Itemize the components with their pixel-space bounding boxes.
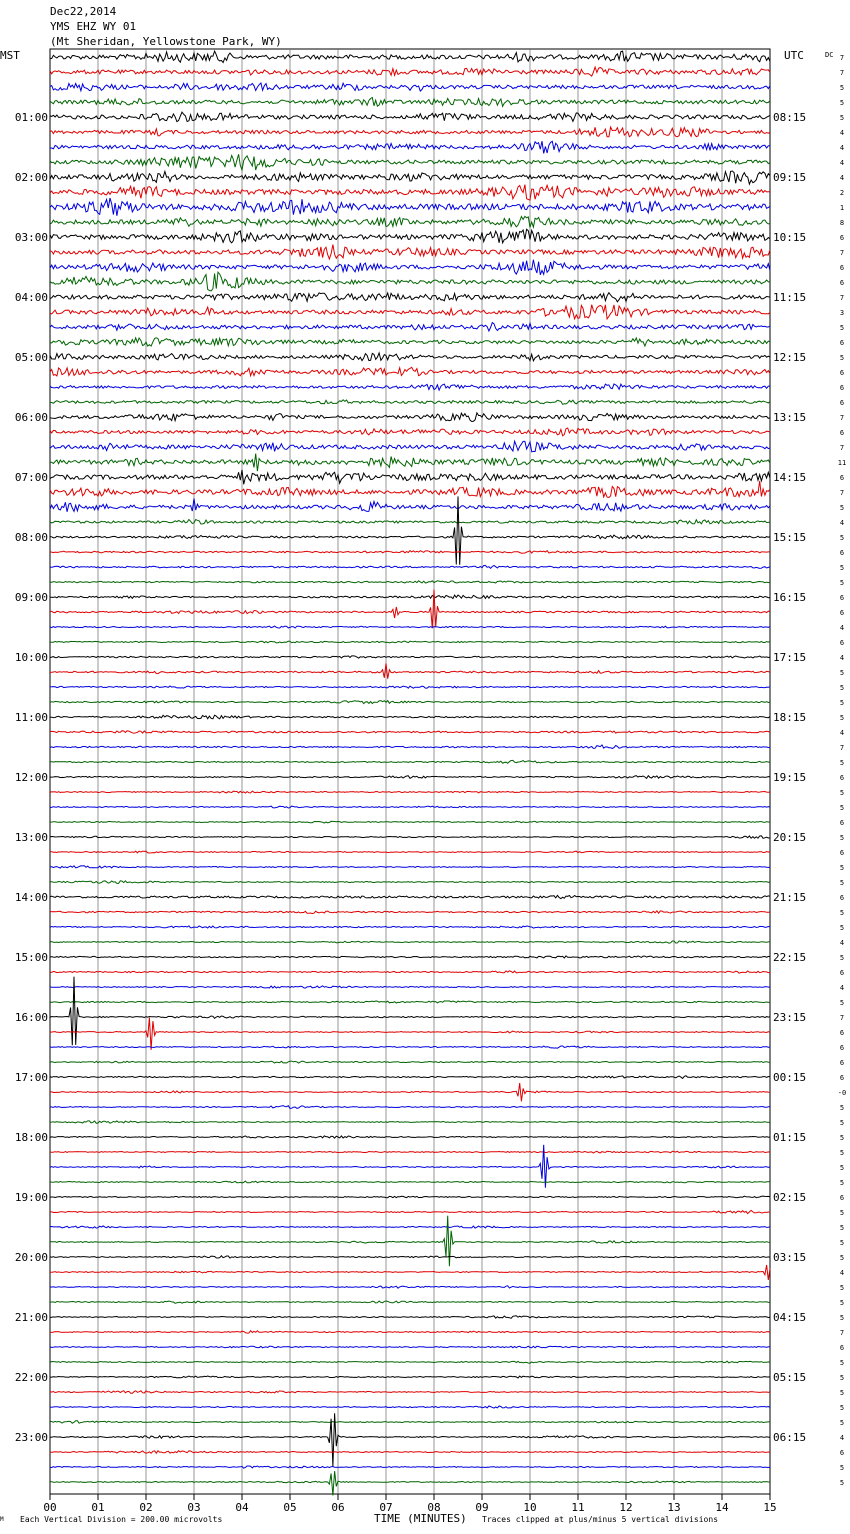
dc-offset-value: 4 <box>839 159 845 167</box>
left-hour-label: 06:00 <box>14 411 48 424</box>
seismic-trace <box>50 663 770 678</box>
seismic-trace <box>50 127 770 137</box>
right-hour-label: 06:15 <box>773 1431 807 1444</box>
dc-offset-value: 2 <box>839 189 845 197</box>
right-hour-label: 15:15 <box>773 531 807 544</box>
x-tick-label: 06 <box>331 1501 345 1514</box>
seismic-trace <box>50 1121 770 1123</box>
dc-offset-value: 6 <box>839 1449 845 1457</box>
dc-offset-value: 5 <box>839 864 845 872</box>
dc-offset-value: 5 <box>839 579 845 587</box>
seismic-trace <box>50 83 770 91</box>
seismic-trace <box>50 1061 770 1063</box>
right-hour-label: 18:15 <box>773 711 807 724</box>
dc-offset-value: 6 <box>839 264 845 272</box>
left-hour-label: 22:00 <box>14 1371 48 1384</box>
left-hour-label: 10:00 <box>14 651 48 664</box>
left-hour-label: 07:00 <box>14 471 48 484</box>
dc-offset-value: 6 <box>839 549 845 557</box>
seismic-trace <box>50 272 770 291</box>
dc-offset-value: -0 <box>837 1089 847 1097</box>
seismic-trace <box>50 198 770 216</box>
dc-offset-value: 4 <box>839 624 845 632</box>
dc-offset-value: 4 <box>839 519 845 527</box>
seismic-trace <box>50 1083 770 1101</box>
x-tick-label: 08 <box>427 1501 441 1514</box>
left-hour-label: 04:00 <box>14 291 48 304</box>
seismic-trace <box>50 595 770 599</box>
seismic-trace <box>50 1106 770 1109</box>
right-hour-label: 21:15 <box>773 891 807 904</box>
dc-offset-value: 6 <box>839 474 845 482</box>
seismic-trace <box>50 1466 770 1468</box>
seismic-trace <box>50 305 770 319</box>
dc-offset-value: 5 <box>839 564 845 572</box>
seismic-trace <box>50 836 770 839</box>
dc-offset-value: 5 <box>839 1419 845 1427</box>
right-hour-label: 20:15 <box>773 831 807 844</box>
left-hour-label: 20:00 <box>14 1251 48 1264</box>
left-hour-label: 05:00 <box>14 351 48 364</box>
left-hour-label: 21:00 <box>14 1311 48 1324</box>
seismic-trace <box>50 881 770 884</box>
left-hour-label: 02:00 <box>14 171 48 184</box>
left-hour-label: 12:00 <box>14 771 48 784</box>
seismic-trace <box>50 731 770 734</box>
right-hour-label: 16:15 <box>773 591 807 604</box>
dc-offset-value: 7 <box>839 1014 845 1022</box>
seismic-trace <box>50 656 770 658</box>
dc-offset-value: 8 <box>839 219 845 227</box>
seismic-trace <box>50 1076 770 1079</box>
seismic-trace <box>50 481 770 498</box>
dc-offset-value: 4 <box>839 729 845 737</box>
dc-offset-value: 6 <box>839 639 845 647</box>
dc-offset-value: 5 <box>839 1299 845 1307</box>
seismic-trace <box>50 551 770 554</box>
left-hour-label: 08:00 <box>14 531 48 544</box>
seismic-trace <box>50 626 770 628</box>
seismic-trace <box>50 1346 770 1348</box>
dc-offset-value: 5 <box>839 1374 845 1382</box>
dc-offset-value: 4 <box>839 1269 845 1277</box>
seismic-trace <box>50 498 770 511</box>
right-hour-label: 08:15 <box>773 111 807 124</box>
left-hour-label: 17:00 <box>14 1071 48 1084</box>
left-timezone-label: MST <box>0 49 20 62</box>
seismic-trace <box>50 229 770 243</box>
x-tick-label: 13 <box>667 1501 681 1514</box>
x-tick-label: 12 <box>619 1501 633 1514</box>
seismic-trace <box>50 367 770 376</box>
dc-offset-value: 5 <box>839 1359 845 1367</box>
dc-offset-value: 4 <box>839 129 845 137</box>
dc-offset-value: 11 <box>837 459 847 467</box>
seismic-trace <box>50 1151 770 1153</box>
seismic-trace <box>50 1361 770 1363</box>
seismic-trace <box>50 1331 770 1333</box>
seismic-trace <box>50 428 770 436</box>
dc-offset-value: 7 <box>839 54 845 62</box>
seismic-trace <box>50 986 770 988</box>
dc-offset-value: 6 <box>839 849 845 857</box>
seismic-trace <box>50 323 770 331</box>
seismic-trace <box>50 776 770 779</box>
seismic-trace <box>50 141 770 153</box>
seismic-trace <box>50 1391 770 1394</box>
plot-date: Dec22,2014 <box>50 5 117 18</box>
dc-offset-value: 5 <box>839 999 845 1007</box>
dc-offset-value: 5 <box>839 1239 845 1247</box>
dc-offset-value: 5 <box>839 1179 845 1187</box>
dc-offset-value: 5 <box>839 684 845 692</box>
dc-offset-value: 5 <box>839 534 845 542</box>
seismic-trace <box>50 185 770 201</box>
seismic-trace <box>50 98 770 107</box>
x-axis-label: TIME (MINUTES) <box>374 1512 467 1525</box>
seismic-trace <box>50 338 770 346</box>
dc-offset-value: 6 <box>839 1194 845 1202</box>
dc-offset-value: 5 <box>839 1209 845 1217</box>
seismic-trace <box>50 1196 770 1198</box>
right-timezone-label: UTC <box>784 49 804 62</box>
right-hour-label: 22:15 <box>773 951 807 964</box>
scale-mark: M <box>0 1516 4 1523</box>
dc-offset-value: 5 <box>839 1164 845 1172</box>
seismic-trace <box>50 791 770 793</box>
right-hour-label: 02:15 <box>773 1191 807 1204</box>
seismic-trace <box>50 866 770 868</box>
seismic-trace <box>50 821 770 823</box>
dc-offset-value: 5 <box>839 1389 845 1397</box>
dc-offset-value: 7 <box>839 249 845 257</box>
seismic-trace <box>50 745 770 749</box>
dc-offset-value: 3 <box>839 309 845 317</box>
seismic-trace <box>50 1181 770 1183</box>
seismic-trace <box>50 260 770 275</box>
left-hour-label: 19:00 <box>14 1191 48 1204</box>
x-tick-label: 07 <box>379 1501 393 1514</box>
dc-offset-value: 5 <box>839 714 845 722</box>
seismic-trace <box>50 641 770 643</box>
dc-offset-value: 6 <box>839 1029 845 1037</box>
dc-offset-value: 4 <box>839 174 845 182</box>
dc-offset-value: 5 <box>839 1134 845 1142</box>
seismic-trace <box>50 470 770 485</box>
seismic-trace <box>50 1471 770 1495</box>
x-tick-label: 09 <box>475 1501 489 1514</box>
left-hour-label: 13:00 <box>14 831 48 844</box>
seismic-trace <box>50 112 770 122</box>
seismic-trace <box>50 1301 770 1303</box>
x-tick-label: 11 <box>571 1501 585 1514</box>
station-location: (Mt Sheridan, Yellowstone Park, WY) <box>50 35 282 48</box>
left-hour-label: 15:00 <box>14 951 48 964</box>
dc-offset-value: 6 <box>839 1059 845 1067</box>
dc-offset-value: 5 <box>839 114 845 122</box>
seismic-trace <box>50 590 770 629</box>
left-hour-label: 11:00 <box>14 711 48 724</box>
seismic-trace <box>50 971 770 973</box>
right-hour-label: 09:15 <box>773 171 807 184</box>
station-code: YMS EHZ WY 01 <box>50 20 137 33</box>
dc-offset-value: 5 <box>839 1464 845 1472</box>
dc-offset-value: 6 <box>839 1074 845 1082</box>
left-hour-label: 09:00 <box>14 591 48 604</box>
x-tick-label: 00 <box>43 1501 57 1514</box>
seismic-trace <box>50 293 770 302</box>
x-tick-label: 15 <box>763 1501 777 1514</box>
seismic-trace <box>50 216 770 227</box>
seismic-trace <box>50 1210 770 1213</box>
seismic-trace <box>50 895 770 898</box>
seismic-trace <box>50 851 770 853</box>
dc-offset-value: 5 <box>839 924 845 932</box>
seismic-trace <box>50 353 770 361</box>
right-hour-label: 13:15 <box>773 411 807 424</box>
dc-offset-value: 5 <box>839 1284 845 1292</box>
dc-offset-value: 6 <box>839 384 845 392</box>
seismic-trace <box>50 154 770 170</box>
dc-offset-value: 6 <box>839 399 845 407</box>
seismic-trace <box>50 1046 770 1048</box>
dc-offset-value: 5 <box>839 699 845 707</box>
x-tick-label: 01 <box>91 1501 105 1514</box>
left-hour-label: 01:00 <box>14 111 48 124</box>
left-hour-label: 16:00 <box>14 1011 48 1024</box>
dc-offset-value: 6 <box>839 774 845 782</box>
seismic-trace <box>50 760 770 763</box>
x-tick-label: 02 <box>139 1501 153 1514</box>
dc-offset-value: 5 <box>839 84 845 92</box>
seismic-trace <box>50 1406 770 1408</box>
dc-offset-value: 5 <box>839 669 845 677</box>
dc-offset-value: 6 <box>839 369 845 377</box>
dc-offset-value: 5 <box>839 879 845 887</box>
dc-offset-value: 4 <box>839 654 845 662</box>
dc-offset-value: 6 <box>839 234 845 242</box>
dc-offset-value: 5 <box>839 1104 845 1112</box>
dc-offset-value: 6 <box>839 279 845 287</box>
dc-offset-value: 5 <box>839 1149 845 1157</box>
seismic-trace <box>50 441 770 452</box>
left-hour-label: 14:00 <box>14 891 48 904</box>
left-hour-label: 18:00 <box>14 1131 48 1144</box>
seismic-trace <box>50 926 770 928</box>
dc-offset-value: 7 <box>839 444 845 452</box>
right-hour-label: 10:15 <box>773 231 807 244</box>
dc-offset-value: 6 <box>839 819 845 827</box>
dc-offset-value: 5 <box>839 834 845 842</box>
seismic-trace <box>50 1216 770 1267</box>
seismic-trace <box>50 520 770 525</box>
seismic-trace <box>50 1256 770 1258</box>
seismic-trace <box>50 581 770 583</box>
dc-offset-value: 5 <box>839 324 845 332</box>
seismic-trace <box>50 1136 770 1138</box>
seismic-trace <box>50 956 770 958</box>
seismic-trace <box>50 454 770 472</box>
right-hour-label: 17:15 <box>773 651 807 664</box>
dc-offset-value: 7 <box>839 1329 845 1337</box>
seismic-trace <box>50 1286 770 1288</box>
dc-offset-value: 5 <box>839 909 845 917</box>
dc-offset-value: 6 <box>839 894 845 902</box>
seismic-trace <box>50 1018 770 1050</box>
seismic-trace <box>50 51 770 62</box>
right-hour-label: 19:15 <box>773 771 807 784</box>
dc-offset-header: DC <box>825 51 834 59</box>
seismic-trace <box>50 384 770 390</box>
right-hour-label: 23:15 <box>773 1011 807 1024</box>
seismic-trace <box>50 911 770 914</box>
dc-offset-value: 5 <box>839 759 845 767</box>
x-tick-label: 03 <box>187 1501 201 1514</box>
scale-note: Each Vertical Division = 200.00 microvolts <box>20 1515 223 1524</box>
seismic-trace <box>50 1265 770 1280</box>
right-hour-label: 14:15 <box>773 471 807 484</box>
right-hour-label: 03:15 <box>773 1251 807 1264</box>
x-tick-label: 14 <box>715 1501 729 1514</box>
dc-offset-value: 6 <box>839 1044 845 1052</box>
clip-note: Traces clipped at plus/minus 5 vertical divisions <box>482 1515 719 1524</box>
seismic-trace <box>50 1376 770 1378</box>
left-hour-label: 23:00 <box>14 1431 48 1444</box>
seismic-trace <box>50 941 770 943</box>
seismic-trace <box>50 565 770 568</box>
seismic-trace <box>50 171 770 184</box>
seismic-trace <box>50 1226 770 1228</box>
dc-offset-value: 5 <box>839 354 845 362</box>
dc-offset-value: 6 <box>839 609 845 617</box>
seismic-trace <box>50 400 770 405</box>
seismic-trace <box>50 413 770 422</box>
right-hour-label: 00:15 <box>773 1071 807 1084</box>
dc-offset-value: 5 <box>839 1254 845 1262</box>
right-hour-label: 04:15 <box>773 1311 807 1324</box>
dc-offset-value: 5 <box>839 954 845 962</box>
seismic-trace <box>50 1421 770 1423</box>
right-hour-label: 05:15 <box>773 1371 807 1384</box>
seismic-trace <box>50 67 770 76</box>
dc-offset-value: 4 <box>839 144 845 152</box>
dc-offset-value: 5 <box>839 804 845 812</box>
seismic-trace <box>50 715 770 719</box>
dc-offset-value: 5 <box>839 504 845 512</box>
dc-offset-value: 7 <box>839 744 845 752</box>
dc-offset-value: 5 <box>839 1119 845 1127</box>
dc-offset-value: 5 <box>839 1404 845 1412</box>
left-hour-label: 03:00 <box>14 231 48 244</box>
seismic-trace <box>50 1316 770 1319</box>
right-hour-label: 12:15 <box>773 351 807 364</box>
dc-offset-value: 4 <box>839 939 845 947</box>
dc-offset-value: 5 <box>839 99 845 107</box>
seismic-trace <box>50 701 770 704</box>
x-tick-label: 10 <box>523 1501 537 1514</box>
dc-offset-value: 4 <box>839 984 845 992</box>
right-hour-label: 11:15 <box>773 291 807 304</box>
right-hour-label: 01:15 <box>773 1131 807 1144</box>
dc-offset-value: 5 <box>839 789 845 797</box>
dc-offset-value: 1 <box>839 204 845 212</box>
dc-offset-value: 6 <box>839 594 845 602</box>
dc-offset-value: 7 <box>839 414 845 422</box>
seismic-trace <box>50 686 770 688</box>
dc-offset-value: 6 <box>839 339 845 347</box>
dc-offset-value: 6 <box>839 1344 845 1352</box>
x-tick-label: 04 <box>235 1501 249 1514</box>
dc-offset-value: 5 <box>839 1479 845 1487</box>
seismic-trace <box>50 1451 770 1454</box>
dc-offset-value: 6 <box>839 429 845 437</box>
dc-offset-value: 5 <box>839 1224 845 1232</box>
dc-offset-value: 7 <box>839 489 845 497</box>
dc-offset-value: 7 <box>839 69 845 77</box>
dc-offset-value: 5 <box>839 1314 845 1322</box>
seismic-trace <box>50 806 770 808</box>
x-tick-label: 05 <box>283 1501 297 1514</box>
dc-offset-value: 4 <box>839 1434 845 1442</box>
seismic-trace <box>50 245 770 259</box>
seismic-trace <box>50 1413 770 1466</box>
dc-offset-value: 6 <box>839 969 845 977</box>
seismic-trace <box>50 1001 770 1003</box>
dc-offset-value: 7 <box>839 294 845 302</box>
